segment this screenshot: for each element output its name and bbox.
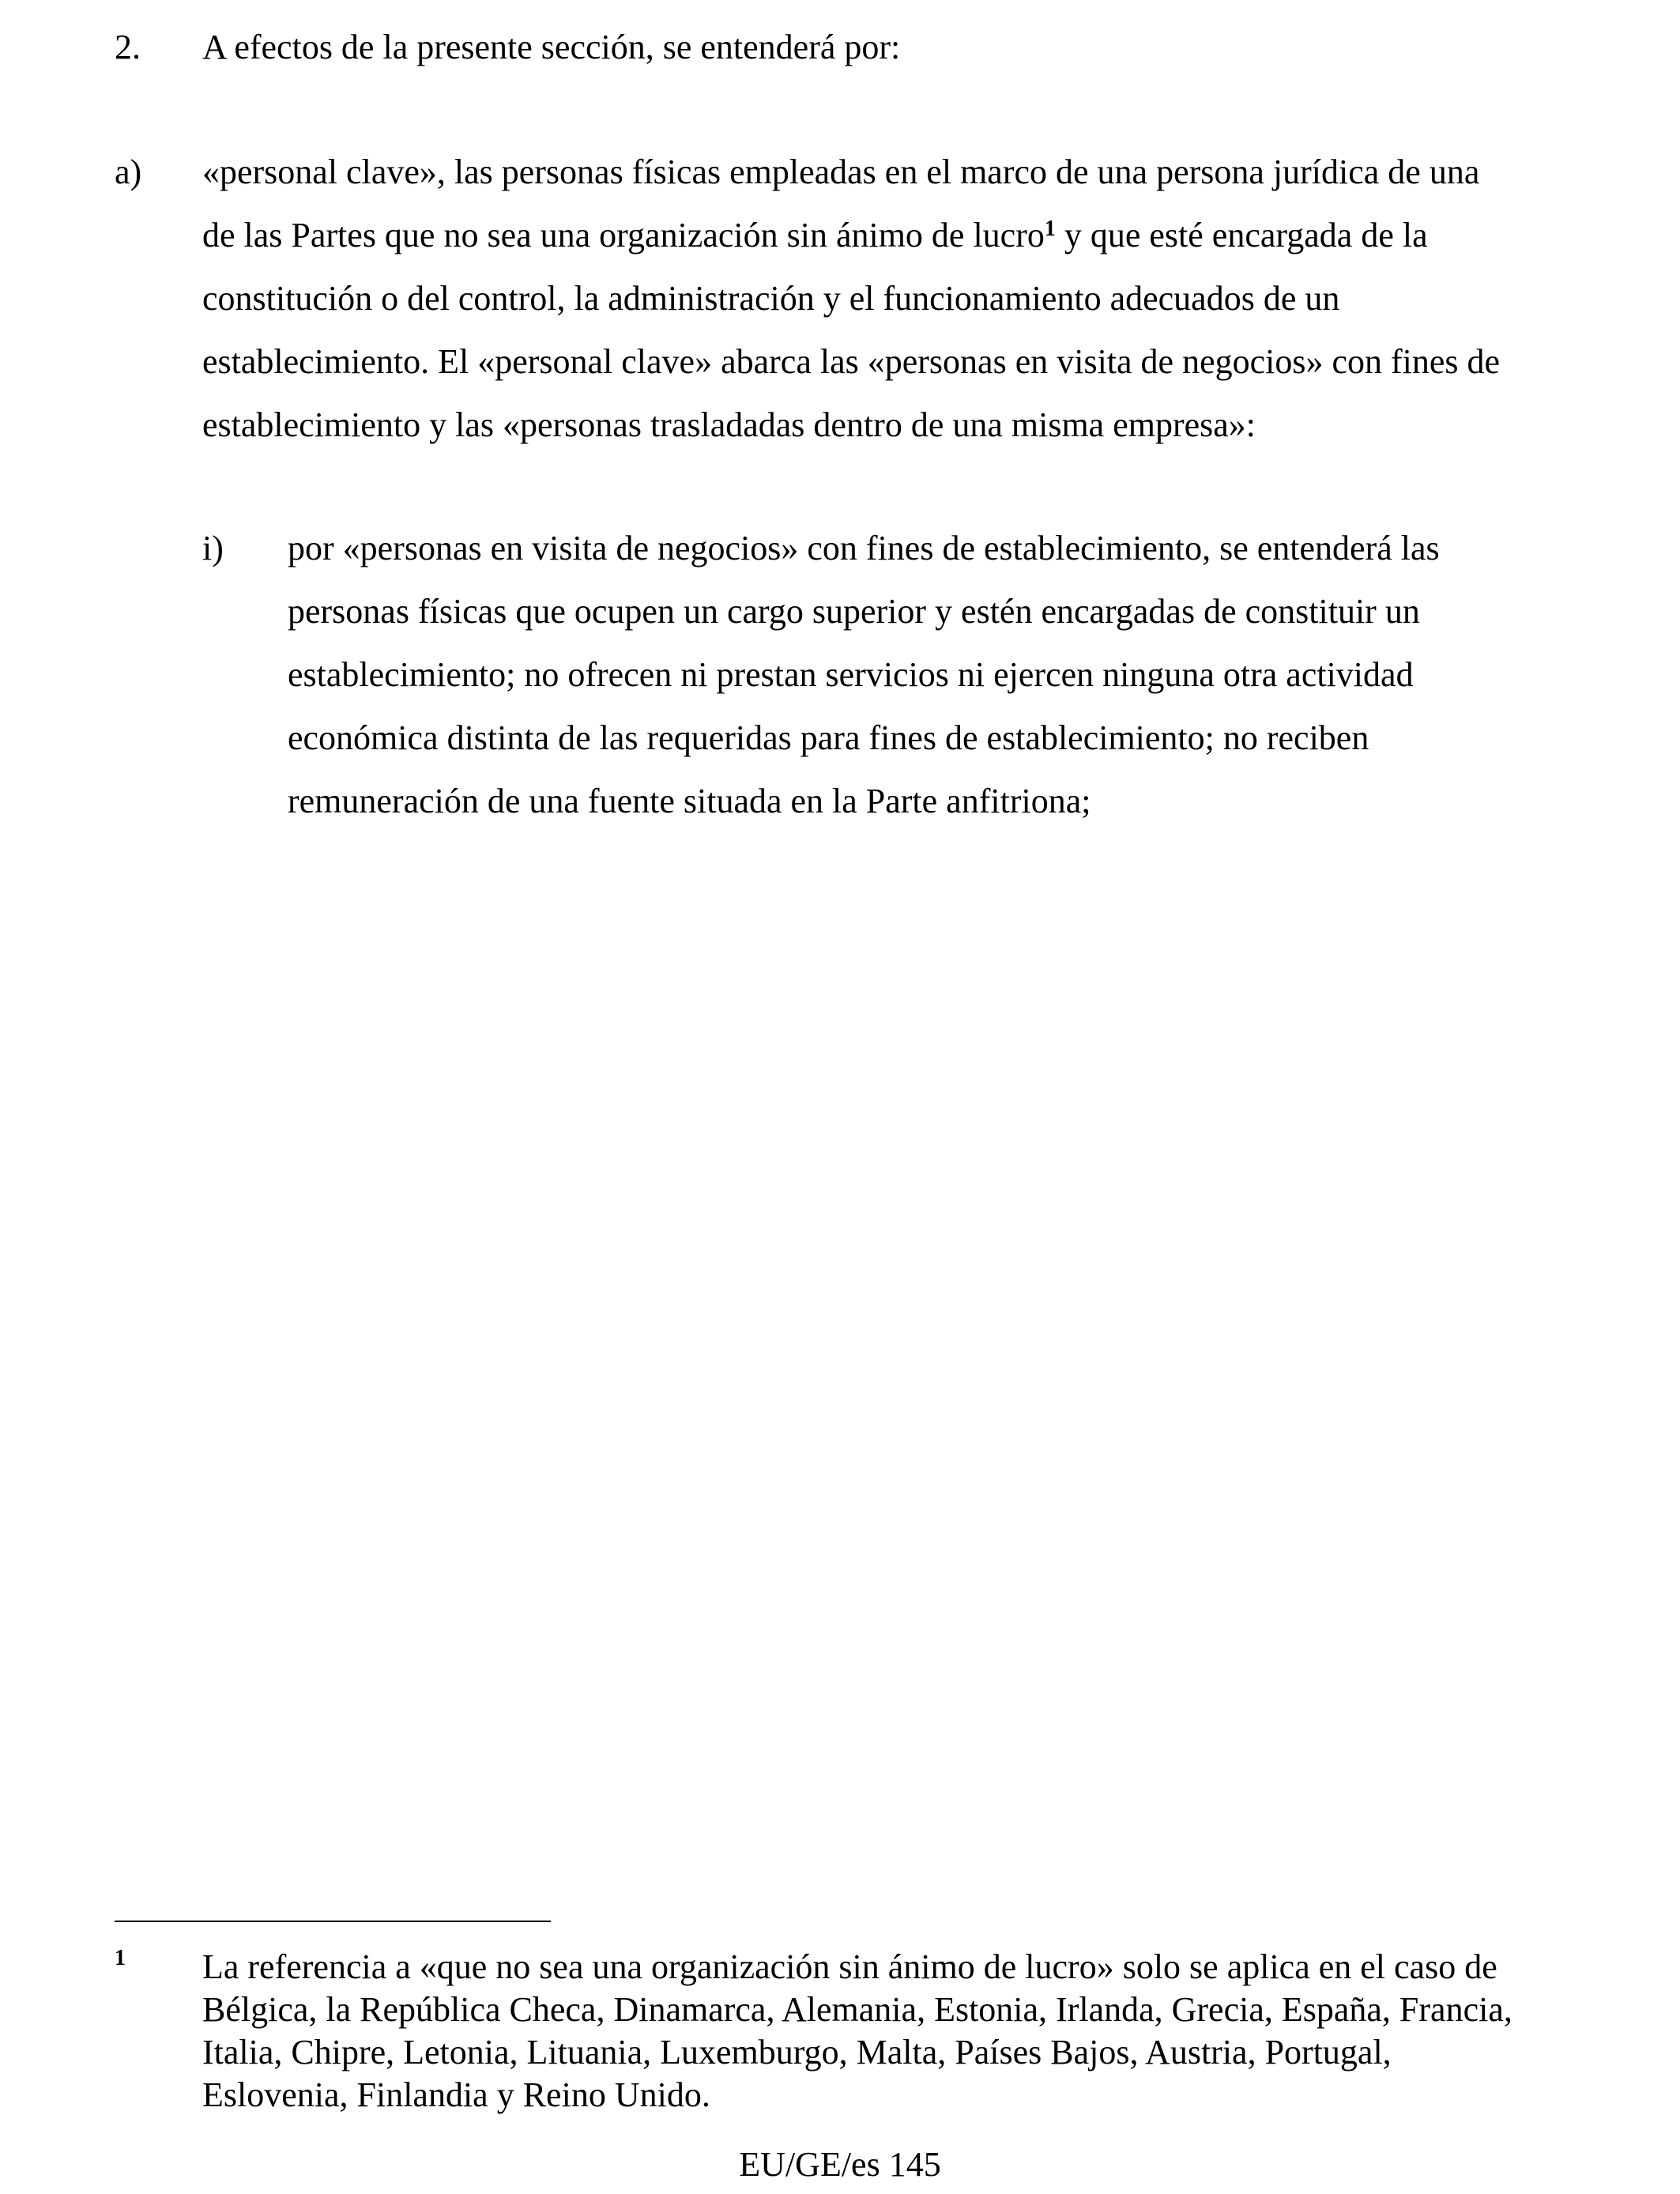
item-a-line-5: establecimiento y las «personas trasladadas dentro de una misma empresa»: [202,405,1256,444]
item-a-line-3: constitución o del control, la administración y el funcionamiento adecuados de un [202,279,1340,318]
item-a-line-2 [202,204,1428,267]
item-i-line-4: económica distinta de las requeridas para fines de establecimiento; no reciben [288,718,1369,757]
footnote-line-3: Italia, Chipre, Letonia, Lituania, Luxemburgo, Malta, Países Bajos, Austria, Portugal, [202,2033,1392,2071]
item-a-line-1: «personal clave», las personas físicas empleadas en el marco de una persona jurídica de una [202,153,1480,191]
footnote-line-2: Bélgica, la República Checa, Dinamarca, Alemania, Estonia, Irlanda, Grecia, España, Francia, [202,1990,1512,2029]
item-i-line-2: personas físicas que ocupen un cargo superior y estén encargadas de constituir un [288,592,1420,631]
item-i-label: i) [202,529,224,567]
section-number: 2. [115,28,141,66]
footnote-mark: 1 [115,1946,126,1970]
item-i-line-3: establecimiento; no ofrecen ni prestan servicios ni ejercen ninguna otra actividad [288,655,1414,694]
footnote-line-1: La referencia a «que no sea una organización sin ánimo de lucro» solo se aplica en el caso de [202,1947,1497,1986]
item-a-label: a) [115,153,142,191]
page-number: EU/GE/es 145 [739,2145,941,2184]
item-i-line-5: remuneración de una fuente situada en la Parte anfitriona; [288,782,1091,820]
section-intro: A efectos de la presente sección, se entenderá por: [202,28,901,66]
item-a-line-2-text: de las Partes que no sea una organización sin ánimo de lucro [202,216,1045,254]
item-i-line-1: por «personas en visita de negocios» con fines de establecimiento, se entenderá las [288,529,1440,567]
item-a-line-2-tail: y que esté encargada de la [1055,216,1428,254]
footnote-separator [115,1921,551,1922]
footnote-line-4: Eslovenia, Finlandia y Reino Unido. [202,2075,710,2114]
item-a-line-4: establecimiento. El «personal clave» abarca las «personas en visita de negocios» con fines de [202,342,1501,381]
footnote-reference[interactable]: 1 [1044,217,1056,241]
